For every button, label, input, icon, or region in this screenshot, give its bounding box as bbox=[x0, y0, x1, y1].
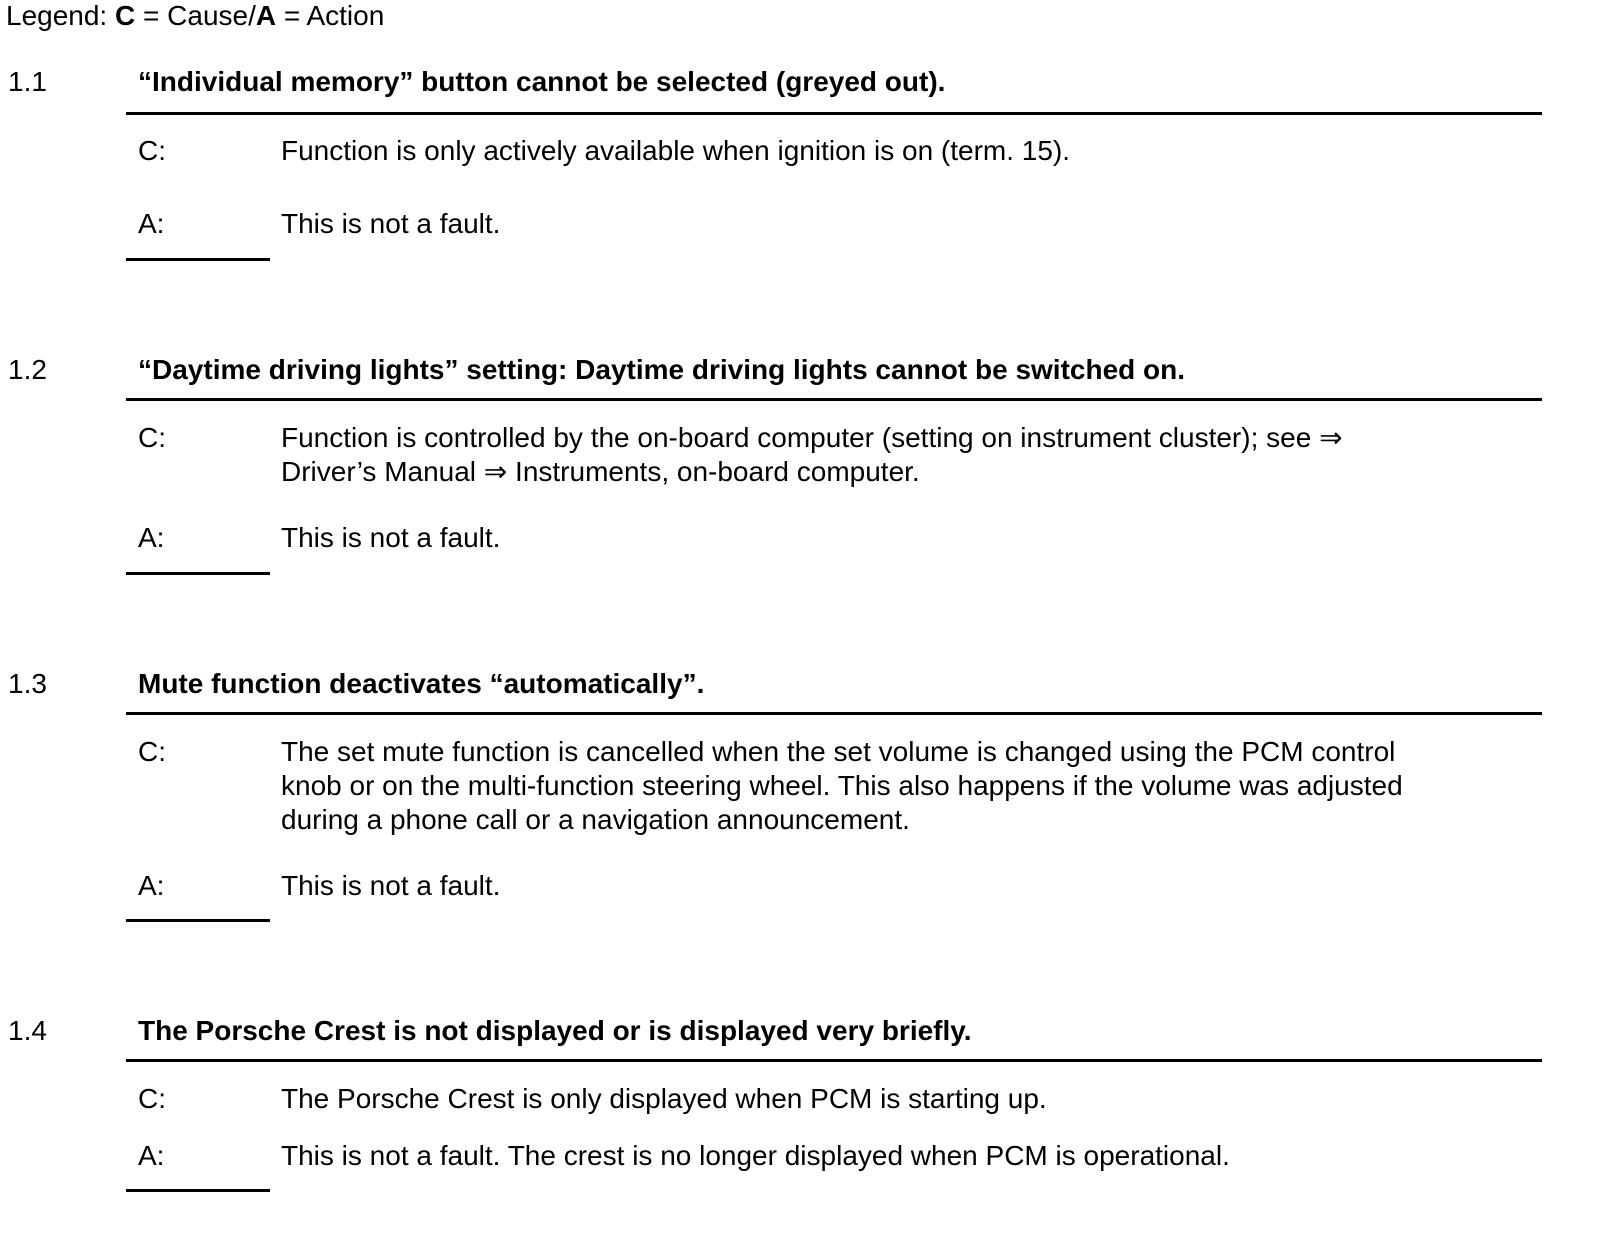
cause-text bbox=[281, 735, 1541, 837]
section-title: “Individual memory” button cannot be selected (greyed out). bbox=[138, 66, 946, 97]
title-divider bbox=[126, 112, 1542, 115]
action-label: A: bbox=[138, 1140, 165, 1171]
cause-line: during a phone call or a navigation announcement. bbox=[281, 804, 910, 835]
legend-action-key: A bbox=[255, 0, 277, 31]
title-divider bbox=[126, 1059, 1542, 1062]
action-text: This is not a fault. bbox=[281, 870, 501, 901]
title-divider bbox=[126, 398, 1542, 401]
section-end-rule bbox=[126, 572, 270, 575]
action-label: A: bbox=[138, 522, 165, 553]
cause-line: Function is only actively available when ignition is on (term. 15). bbox=[281, 135, 1071, 166]
cause-text bbox=[281, 421, 1541, 489]
cause-line: Driver’s Manual ⇒ Instruments, on-board computer. bbox=[281, 456, 920, 487]
legend-cause-key: C bbox=[115, 0, 136, 31]
legend bbox=[6, 0, 384, 32]
section-end-rule bbox=[126, 258, 270, 261]
cause-text bbox=[281, 1082, 1541, 1116]
cause-line: The Porsche Crest is only displayed when PCM is starting up. bbox=[281, 1083, 1047, 1114]
action-text: This is not a fault. The crest is no longer displayed when PCM is operational. bbox=[281, 1140, 1230, 1171]
section-title: The Porsche Crest is not displayed or is displayed very briefly. bbox=[138, 1015, 972, 1046]
section-end-rule bbox=[126, 919, 270, 922]
section-number: 1.1 bbox=[8, 66, 47, 97]
action-label: A: bbox=[138, 870, 165, 901]
cause-label: C: bbox=[138, 1083, 166, 1114]
action-label: A: bbox=[138, 208, 165, 239]
title-divider bbox=[126, 712, 1542, 715]
cause-line: Function is controlled by the on-board computer (setting on instrument cluster); see ⇒ bbox=[281, 422, 1343, 453]
section-number: 1.3 bbox=[8, 668, 47, 699]
action-text: This is not a fault. bbox=[281, 208, 501, 239]
section-number: 1.2 bbox=[8, 354, 47, 385]
legend-action-text: = Action bbox=[276, 0, 385, 31]
section-number: 1.4 bbox=[8, 1015, 47, 1046]
cause-line: The set mute function is cancelled when the set volume is changed using the PCM control bbox=[281, 736, 1396, 767]
legend-cause-text: = Cause/ bbox=[135, 0, 256, 31]
cause-label: C: bbox=[138, 736, 166, 767]
cause-label: C: bbox=[138, 135, 166, 166]
legend-prefix: Legend: bbox=[6, 0, 115, 31]
cause-label: C: bbox=[138, 422, 166, 453]
section-title: “Daytime driving lights” setting: Daytime driving lights cannot be switched on. bbox=[138, 354, 1186, 385]
section-title: Mute function deactivates “automatically”. bbox=[138, 668, 705, 699]
section-end-rule bbox=[126, 1189, 270, 1192]
cause-text bbox=[281, 134, 1541, 168]
action-text: This is not a fault. bbox=[281, 522, 501, 553]
cause-line: knob or on the multi-function steering wheel. This also happens if the volume was adjusted bbox=[281, 770, 1403, 801]
